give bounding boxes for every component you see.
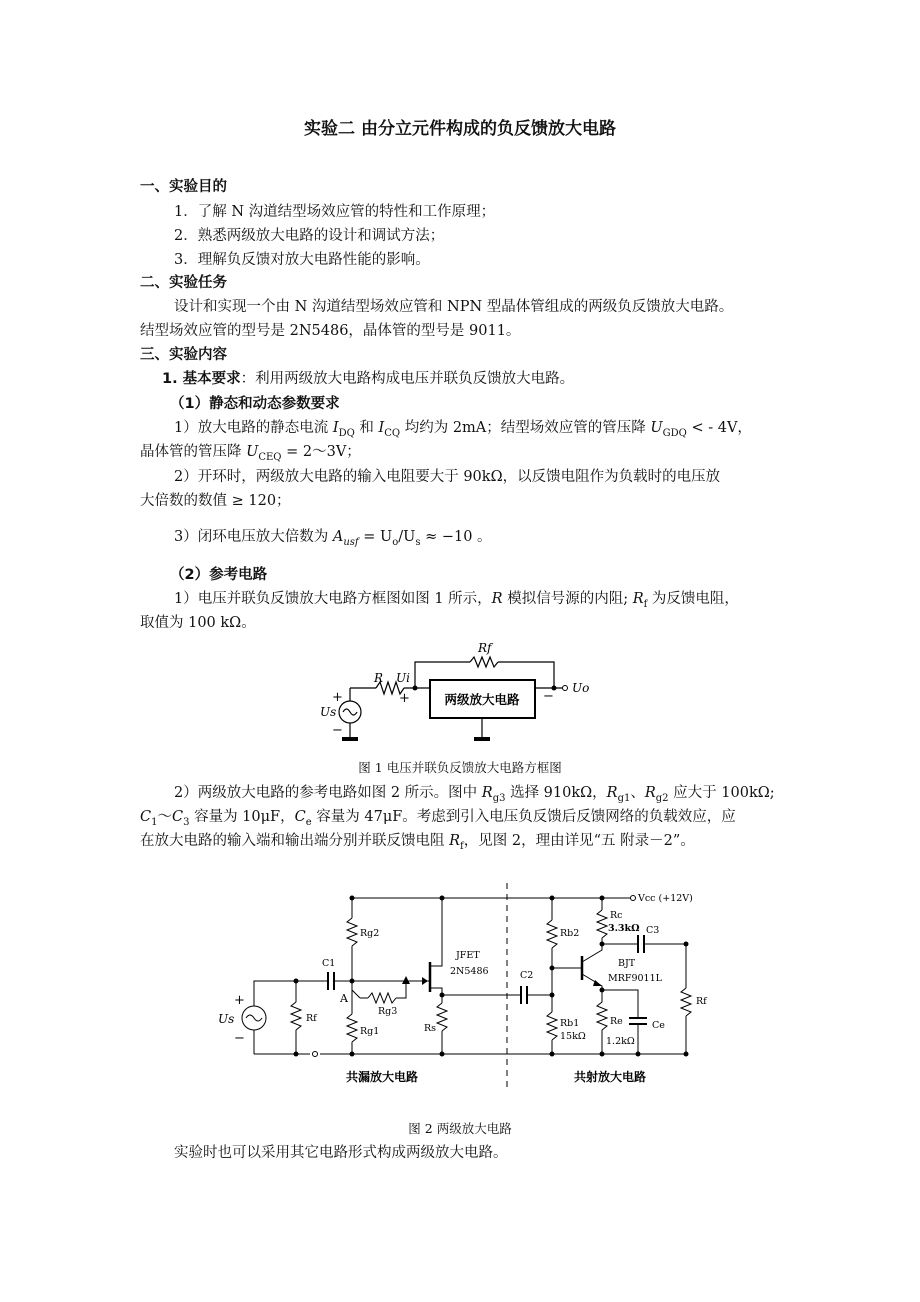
reference-1-line-2: 取值为 100 kΩ。 [140,615,256,631]
fig2-node [440,896,445,901]
formula-a-sub: usf [343,536,359,548]
fig1-minus: − [332,723,343,738]
icq-symbol: I [378,420,385,436]
formula-us-sub: s [415,536,421,548]
fig2-resistor-rb2 [547,920,557,948]
formula-value: ≈ −10 [420,529,473,545]
fig2-label-re: Re [610,1016,623,1027]
ref2-l2-a: ～ [157,809,172,825]
requirement-1-line-2 [140,442,361,468]
ugdq-sub: GDQ [662,427,687,439]
fig1-label-r: R [374,671,384,685]
fig2-node [684,942,689,947]
fig2-wire [352,990,360,998]
ref2-l3-rf: R [449,833,461,849]
fig2-jfet-drain [430,898,442,966]
fig1-feedback-wire [415,662,470,688]
fig2-label-rg1: Rg1 [360,1026,380,1037]
task-paragraph-line-2: 结型场效应管的型号是 2N5486，晶体管的型号是 9011。 [140,323,521,339]
idq-sub: DQ [338,427,355,439]
figure-2-caption: 图 2 两级放大电路 [408,1121,512,1136]
fig2-node [600,896,605,901]
fig2-resistor-rf-left [291,1002,301,1030]
closed-loop-formula [332,529,473,548]
fig2-bjt-emitter [582,974,602,1000]
ref2-l2-c: 容量为 47μF。考虑到引入电压负反馈后反馈网络的负载效应，应 [311,809,736,825]
r1-text-d: < - 4V， [686,420,752,436]
fig2-node [294,1052,299,1057]
requirement-2-line-2: 大倍数的数值 ≥ 120； [140,493,291,509]
icq-sub: CQ [384,427,401,439]
basic-requirement-label: 1. 基本要求 [162,371,241,387]
fig2-node [550,896,555,901]
section-2-heading: 二、实验任务 [140,275,227,291]
fig2-node [350,896,355,901]
fig2-resistor-rs [437,1003,447,1031]
fig2-label-vcc: Vcc (+12V) [638,893,693,904]
ref2-rg3-sub: g3 [492,792,506,804]
formula-uo-sub: o [392,536,399,548]
fig2-node [600,988,605,993]
requirement-3 [174,527,492,553]
r1-text-c: 均约为 2mA；结型场效应管的管压降 [400,420,651,436]
task-paragraph-line-1: 设计和实现一个由 N 沟道结型场效应管和 NPN 型晶体管组成的两级负反馈放大电路。 [174,299,734,315]
fig2-label-re-val: 1.2kΩ [606,1036,635,1047]
ref1-b: 模拟信号源的内阻; [502,591,633,607]
r3-text: 3）闭环电压放大倍数为 [174,529,333,545]
fig2-resistor-rg2 [347,918,357,946]
ref2-l3-a: 在放大电路的输入端和输出端分别并联反馈电阻 [140,833,450,849]
objective-item-1: 1．了解 N 沟道结型场效应管的特性和工作原理； [174,204,496,220]
ref2-l2-b: 容量为 10μF， [189,809,295,825]
reference-1-line-1 [174,589,739,615]
uceq-symbol: U [246,444,259,460]
fig1-output-terminal [563,686,568,691]
ref1-c: 为反馈电阻， [647,591,739,607]
fig2-resistor-rg3 [368,993,396,1003]
fig2-input-wire [254,981,296,1006]
fig1-plus-ui: + [399,691,410,706]
ref2-ce-sub: e [305,816,312,828]
ref2-c1: C [140,809,152,825]
fig1-sine-icon [343,709,357,715]
fig2-plus: + [234,993,245,1008]
ref2-l3-rf-sub: f [460,840,464,852]
fig2-resistor-rc [597,910,607,938]
ref1-r: R [491,591,503,607]
fig2-label-jfet: JFET [456,950,480,961]
fig2-label-us: Us [218,1012,235,1026]
ref2-rg2-sub: g2 [655,792,669,804]
fig2-label-c1: C1 [322,958,336,969]
ref2-rg1-sub: g1 [617,792,631,804]
fig2-minus: − [234,1031,245,1046]
fig2-stage2-label: 共射放大电路 [573,1070,647,1084]
fig2-label-rc: Rc [610,910,623,921]
fig1-ground-2 [474,737,490,741]
formula-us: /U [398,529,416,545]
fig2-resistor-rg1 [347,1014,357,1042]
fig2-node [600,1052,605,1057]
fig2-sine-icon [246,1015,262,1021]
fig1-ground-1 [342,737,358,741]
fig2-resistor-rb1 [547,1012,557,1040]
fig2-node [294,979,299,984]
fig1-feedback-wire [498,662,554,688]
fig2-label-rb2: Rb2 [560,928,580,939]
basic-requirement-text: ：利用两级放大电路构成电压并联负反馈放大电路。 [240,371,575,387]
ref2-rg2: R [644,785,656,801]
fig1-block-label: 两级放大电路 [444,692,520,707]
formula-a: A [332,529,344,545]
ref2-rg3: R [481,785,493,801]
fig2-node [550,966,555,971]
fig2-bjt-collector [582,940,602,962]
figure-1-block-diagram [310,638,610,748]
fig2-node [350,979,355,984]
subsection-1-heading: （1）静态和动态参数要求 [170,396,340,412]
page-title: 实验二 由分立元件构成的负反馈放大电路 [304,119,616,139]
ref2-l3-b: ，见图 2，理由详见“五 附录－2”。 [463,833,695,849]
section-1-heading: 一、实验目的 [140,179,227,195]
fig2-label-c3: C3 [646,925,660,936]
fig2-label-rb1-val: 15kΩ [560,1031,586,1042]
fig2-label-node-a: A [340,992,348,1005]
fig1-plus: + [332,690,343,705]
fig2-node [350,1052,355,1057]
r3-end: 。 [472,529,492,545]
r1-line2-a: 晶体管的管压降 [140,444,247,460]
ref2-rg1: R [606,785,618,801]
requirement-2-line-1: 2）开环时，两级放大电路的输入电阻要大于 90kΩ，以反馈电阻作为负载时的电压放 [174,469,721,485]
ugdq-symbol: U [650,420,663,436]
fig2-label-bjt-model: MRF9011L [608,973,662,984]
reference-2-line-3 [140,831,695,857]
fig1-label-ui: Ui [396,671,410,685]
r1-text-b: 和 [354,420,379,436]
fig2-node [550,1052,555,1057]
ref1-rf-sub: f [643,598,648,610]
fig2-node [440,1052,445,1057]
fig2-label-rs: Rs [424,1023,437,1034]
fig2-label-rg3: Rg3 [378,1006,398,1017]
r1-text-a: 1）放大电路的静态电流 [174,420,333,436]
figure-2-circuit [210,878,720,1088]
requirement-1-line-1 [174,418,752,444]
fig2-label-rf-left: Rf [306,1013,317,1024]
fig2-node [600,942,605,947]
ref2-c1-sub: 1 [151,816,158,828]
fig1-resistor-rf [470,657,498,667]
formula-uo: = U [358,529,393,545]
ref1-a: 1）电压并联负反馈放大电路方框图如图 1 所示， [174,591,492,607]
fig2-label-rf-right: Rf [696,996,707,1007]
fig1-label-uo: Uo [572,681,590,695]
fig2-resistor-rf-right [681,988,691,1016]
ref2-ce: C [294,809,306,825]
closing-sentence: 实验时也可以采用其它电路形式构成两级放大电路。 [174,1145,508,1161]
ref2-d: 应大于 100kΩ; [668,785,775,801]
reference-2-line-1 [174,783,775,809]
fig2-label-c2: C2 [520,970,534,981]
objective-item-3: 3．理解负反馈对放大电路性能的影响。 [174,252,430,268]
ref2-c: 、 [630,785,645,801]
fig2-wire [602,990,638,1018]
idq-symbol: I [332,420,339,436]
figure-1-caption: 图 1 电压并联负反馈放大电路方框图 [358,760,562,775]
fig2-label-bjt: BJT [618,958,636,969]
fig2-jfet-arrow [422,977,428,985]
subsection-2-heading: （2）参考电路 [170,567,268,583]
r1-line2-b: = 2～3V； [281,444,361,460]
fig2-ground-terminal [313,1052,318,1057]
fig2-node [550,993,555,998]
objective-item-2: 2．熟悉两级放大电路的设计和调试方法； [174,228,445,244]
fig2-node [684,1052,689,1057]
ref2-b: 选择 910kΩ， [505,785,607,801]
fig2-node [440,993,445,998]
fig1-node [413,686,418,691]
reference-2-line-2 [140,807,736,833]
fig2-label-rc-val: 3.3kΩ [608,923,640,934]
fig1-minus-uo: − [543,689,554,704]
fig2-label-ce: Ce [652,1020,665,1031]
ref1-rf: R [632,591,644,607]
fig2-label-jfet-model: 2N5486 [450,966,489,977]
fig2-vcc-terminal [631,896,636,901]
ref2-c3-sub: 3 [183,816,190,828]
section-3-heading: 三、实验内容 [140,347,227,363]
fig2-rg3-arrow [402,976,410,984]
uceq-sub: CEQ [258,451,282,463]
fig1-label-rf: Rf [478,641,492,655]
fig2-node [636,1052,641,1057]
fig2-label-rg2: Rg2 [360,928,380,939]
fig2-label-rb1: Rb1 [560,1018,580,1029]
fig2-stage1-label: 共漏放大电路 [345,1070,419,1084]
ref2-a: 2）两级放大电路的参考电路如图 2 所示。图中 [174,785,482,801]
ref2-c3: C [171,809,184,825]
basic-requirement [162,369,574,389]
fig2-resistor-re [597,1000,607,1030]
fig1-label-us: Us [320,705,337,719]
